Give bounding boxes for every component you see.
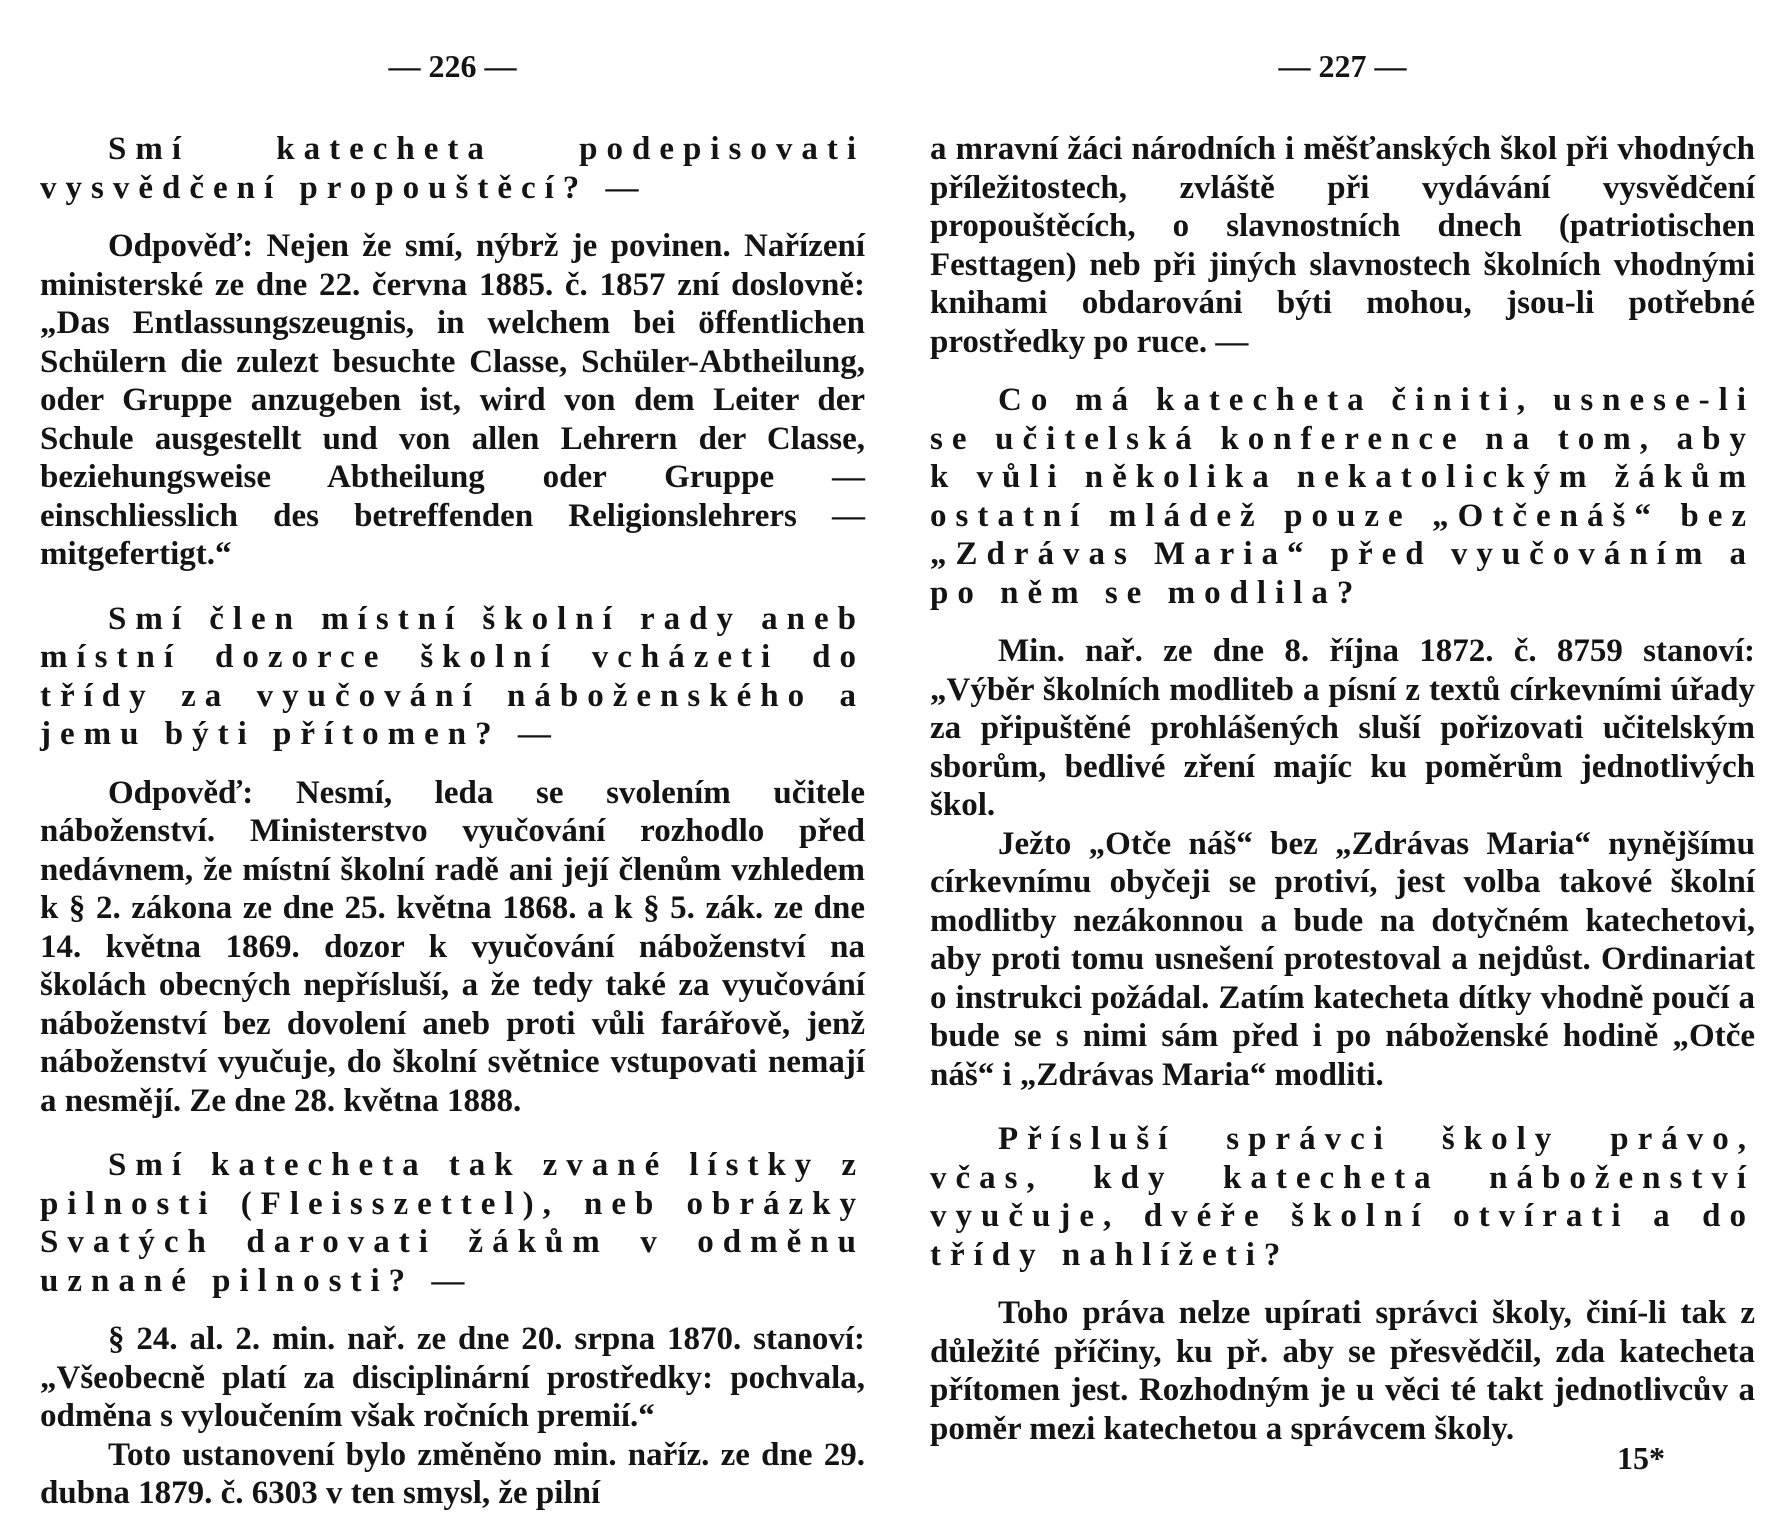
- answer-paragraph: Toto ustanovení bylo změněno min. naříz. ze dne 29. dubna 1879. č. 6303 v ten smysl, že pilní: [40, 1436, 865, 1511]
- question-paragraph: Smí katecheta tak zvané lístky z pilnosti (Fleisszettel), neb obrázky Svatých darovati žákům v odměnu uznané pilnosti? —: [40, 1147, 865, 1299]
- right-page: [930, 0, 1755, 1500]
- answer-paragraph: Odpověď: Nejen že smí, nýbrž je povinen. Nařízení ministerské ze dne 22. června 1885. č. 1857 zní doslovně: „Das Entlassungszeugnis, in welchem bei öffentlichen Schülern die zulezt besuchte Classe, Schüler-Abtheilung, oder Gruppe anzugeben ist, wird von dem Leiter der Schule ausgestellt und von allen Lehrern der Classe, beziehungsweise Abtheilung oder Gruppe — einschliesslich des betreffenden Religionslehrers — mitgefertigt.“: [40, 228, 865, 572]
- question-paragraph: Co má katecheta činiti, usnese-li se učitelská konference na tom, aby k vůli několika nekatolickým žákům ostatní mládež pouze „Otčenáš“ bez „Zdrávas Maria“ před vyučováním a po něm se modlila?: [930, 382, 1755, 611]
- answer-paragraph: § 24. al. 2. min. nař. ze dne 20. srpna 1870. stanoví: „Všeobecně platí za disciplinární prostředky: pochvala, odměna s vyloučením však ročních premií.“: [40, 1321, 865, 1434]
- answer-paragraph: Min. nař. ze dne 8. října 1872. č. 8759 stanoví: „Výběr školních modliteb a písní z textů církevními úřady za připuštěné prohlášených sluší pořizovati učitelským sborům, bedlivé zření majíc ku poměrům jednotlivých škol.: [930, 633, 1755, 823]
- left-page: [40, 0, 865, 1511]
- answer-paragraph: a mravní žáci národních i měšťanských škol při vhodných příležitostech, zvláště při vydávání vysvědčení propouštěcích, o slavnostních dnech (patriotischen Festtagen) neb při jiných slavnostech školních vhodnými knihami obdarováni býti mohou, jsou-li potřebné prostředky po ruce. —: [930, 131, 1755, 360]
- answer-paragraph: Ježto „Otče náš“ bez „Zdrávas Maria“ nynějšímu církevnímu obyčeji se protiví, jest volba takové školní modlitby nezákonnou a bude na dotyčném katechetovi, aby proti tomu usnešení protestoval a nejdůst. Ordinariat o instrukci požádal. Zatím katecheta dítky vhodně poučí a bude se s nimi sám před i po náboženské hodině „Otče náš“ i „Zdrávas Maria“ modliti.: [930, 825, 1755, 1093]
- page-number: — 227 —: [1278, 48, 1407, 84]
- answer-paragraph: Toho práva nelze upírati správci školy, činí-li tak z důležité příčiny, ku př. aby se přesvědčil, zda katecheta přítomen jest. Rozhodným je u věci té takt jednotlivcův a poměr mezi katechetou a správcem školy.: [930, 1295, 1755, 1447]
- signature-mark: 15*: [1617, 1440, 1665, 1476]
- question-paragraph: Smí katecheta podepisovati vysvědčení propouštěcí? —: [40, 131, 865, 206]
- page-text: [40, 130, 865, 1513]
- question-paragraph: Smí člen místní školní rady aneb místní dozorce školní vcházeti do třídy za vyučování náboženského a jemu býti přítomen? —: [40, 600, 865, 752]
- question-paragraph: Přísluší správci školy právo, včas, kdy katecheta náboženství vyučuje, dvéře školní otvírati a do třídy nahlížeti?: [930, 1121, 1755, 1273]
- page-text: [930, 130, 1755, 1448]
- page-number: — 226 —: [388, 48, 517, 84]
- answer-paragraph: Odpověď: Nesmí, leda se svolením učitele náboženství. Ministerstvo vyučování rozhodlo před nedávnem, že místní školní radě ani její členům vzhledem k § 2. zákona ze dne 25. května 1868. a k § 5. zák. ze dne 14. května 1869. dozor k vyučování náboženství na školách obecných nepřísluší, a že tedy také za vyučování náboženství bez dovolení aneb proti vůli farářově, jenž náboženství vyučuje, do školní světnice vstupovati nemají a nesmějí. Ze dne 28. května 1888.: [40, 774, 865, 1119]
